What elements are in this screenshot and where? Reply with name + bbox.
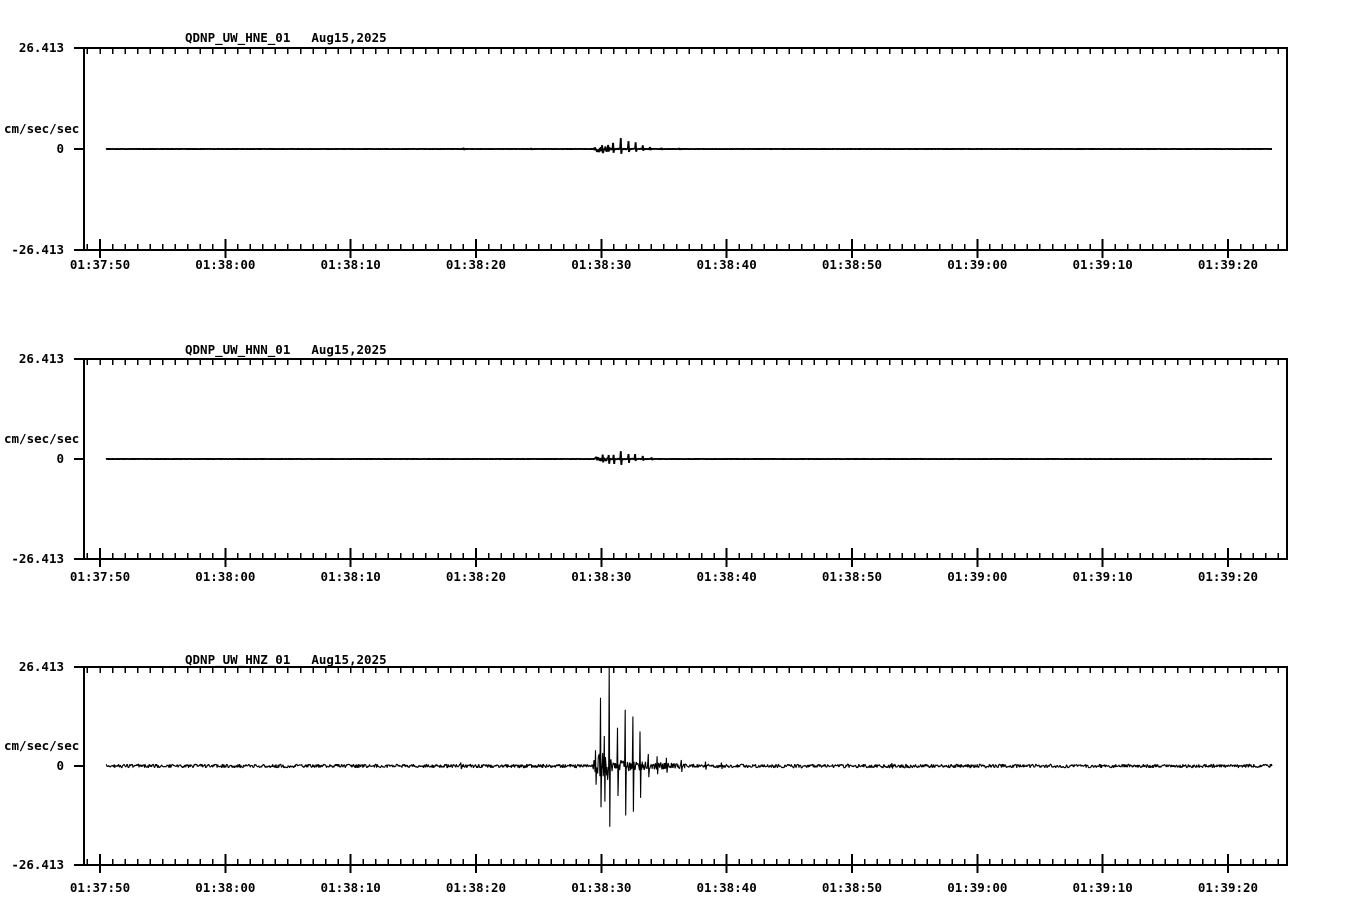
x-tick-label: 01:39:00: [947, 569, 1008, 584]
x-tick-label: 01:38:10: [320, 257, 381, 272]
x-tick-label: 01:38:00: [195, 569, 256, 584]
x-tick-label: 01:38:40: [696, 569, 757, 584]
panel-date-label: Aug15,2025: [311, 652, 387, 667]
y-unit-label: cm/sec/sec: [4, 738, 80, 753]
panel-title-hnz: [185, 653, 387, 667]
x-tick-label: 01:37:50: [69, 569, 131, 584]
x-tick-label: 01:37:50: [69, 880, 131, 895]
y-max-label: 26.413: [18, 40, 64, 55]
y-unit-label: cm/sec/sec: [4, 431, 80, 446]
x-tick-label: 01:38:20: [445, 569, 507, 584]
y-unit-label: cm/sec/sec: [4, 121, 80, 136]
x-tick-label: 01:38:50: [821, 569, 883, 584]
x-tick-label: 01:38:40: [696, 257, 757, 272]
panel-station-label: QDNP_UW_HNN_01: [185, 342, 291, 357]
y-max-label: 26.413: [18, 351, 64, 366]
x-tick-label: 01:38:30: [571, 257, 632, 272]
panel-plot-1: [74, 359, 1287, 567]
x-tick-label: 01:38:30: [571, 880, 632, 895]
x-tick-label: 01:39:20: [1197, 880, 1259, 895]
x-tick-label: 01:38:50: [821, 880, 883, 895]
x-tick-label: 01:39:20: [1197, 569, 1259, 584]
y-max-label: 26.413: [18, 659, 64, 674]
panel-title-hnn: [185, 343, 387, 357]
x-tick-label: 01:38:40: [696, 880, 757, 895]
x-tick-label: 01:38:00: [195, 257, 256, 272]
y-zero-label: 0: [56, 141, 64, 156]
y-zero-label: 0: [56, 758, 64, 773]
x-tick-label: 01:39:00: [947, 257, 1008, 272]
x-tick-label: 01:38:00: [195, 880, 256, 895]
panel-date-label: Aug15,2025: [311, 30, 387, 45]
x-tick-label: 01:38:20: [445, 257, 507, 272]
y-min-label: -26.413: [11, 242, 64, 257]
x-tick-label: 01:38:50: [821, 257, 883, 272]
panel-plot-0: [74, 48, 1287, 258]
waveform-trace-1: [106, 451, 1272, 465]
x-tick-label: 01:38:10: [320, 569, 381, 584]
x-tick-label: 01:38:30: [571, 569, 632, 584]
y-zero-label: 0: [56, 451, 64, 466]
x-tick-label: 01:38:20: [445, 880, 507, 895]
x-tick-label: 01:38:10: [320, 880, 381, 895]
x-tick-label: 01:39:10: [1072, 257, 1133, 272]
panel-plot-2: [74, 667, 1287, 873]
x-tick-label: 01:39:10: [1072, 569, 1133, 584]
waveform-trace-2: [106, 668, 1272, 827]
x-tick-label: 01:39:10: [1072, 880, 1133, 895]
panel-station-label: QDNP_UW_HNZ_01: [185, 652, 291, 667]
x-tick-label: 01:37:50: [69, 257, 131, 272]
x-tick-label: 01:39:00: [947, 880, 1008, 895]
panel-title-hne: [185, 31, 387, 45]
x-tick-label: 01:39:20: [1197, 257, 1259, 272]
y-min-label: -26.413: [11, 551, 64, 566]
panel-station-label: QDNP_UW_HNE_01: [185, 30, 291, 45]
panel-date-label: Aug15,2025: [311, 342, 387, 357]
y-min-label: -26.413: [11, 857, 64, 872]
waveform-trace-0: [106, 138, 1272, 154]
